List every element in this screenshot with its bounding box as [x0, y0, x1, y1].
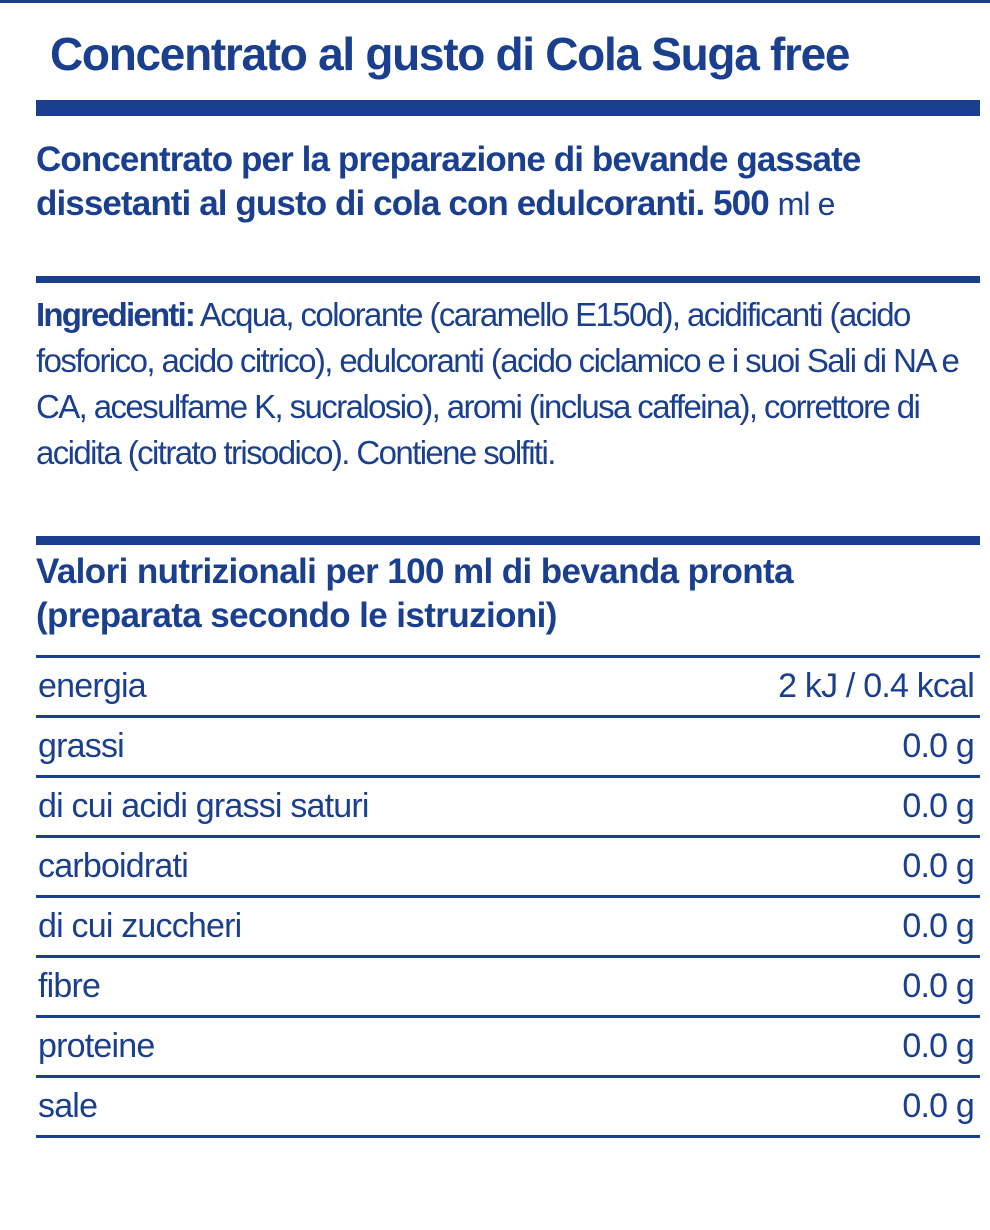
nutrient-name: grassi [38, 727, 124, 765]
nutrition-heading-line-2: (preparata secondo le istruzioni) [36, 596, 557, 635]
top-border [0, 0, 990, 3]
nutrient-name: sale [38, 1087, 98, 1125]
ingredients-label: Ingredienti: [36, 296, 195, 333]
nutrient-name: di cui zuccheri [38, 907, 242, 945]
product-title: Concentrato al gusto di Cola Suga free [50, 28, 850, 80]
nutrient-value: 0.0 g [902, 967, 974, 1005]
nutrient-value: 0.0 g [902, 907, 974, 945]
table-row [36, 898, 980, 958]
table-row [36, 838, 980, 898]
description-line-1: Concentrato per la preparazione di bevande gassate [36, 140, 861, 179]
table-row [36, 658, 980, 718]
table-row [36, 778, 980, 838]
nutrient-name: di cui acidi grassi saturi [38, 787, 369, 825]
table-row [36, 1078, 980, 1138]
nutrition-heading [36, 550, 980, 638]
table-row [36, 718, 980, 778]
nutrient-value: 0.0 g [902, 787, 974, 825]
nutrient-name: fibre [38, 967, 101, 1005]
product-description [36, 138, 980, 226]
ingredients-block [36, 292, 980, 476]
nutrient-value: 0.0 g [902, 727, 974, 765]
nutrient-value: 2 kJ / 0.4 kcal [778, 667, 974, 705]
nutrition-heading-line-1: Valori nutrizionali per 100 ml di bevanda pronta [36, 552, 793, 591]
nutrient-name: carboidrati [38, 847, 188, 885]
nutrient-value: 0.0 g [902, 1087, 974, 1125]
description-divider [36, 276, 980, 283]
description-line-2 [36, 182, 980, 226]
nutrient-value: 0.0 g [902, 847, 974, 885]
nutrition-table [36, 655, 980, 1138]
nutrient-value: 0.0 g [902, 1027, 974, 1065]
nutrient-name: proteine [38, 1027, 155, 1065]
ingredients-text: Acqua, colorante (caramello E150d), acidificanti (acido fosforico, acido citrico), edulcoranti (acido ciclamico e i suoi Sali di NA e CA, acesulfame K, sucralosio), aromi (inclusa caffeina), correttore di acidita (citrato trisodico). Contiene solfiti. [36, 296, 959, 471]
description-line-2-unit: ml e [777, 186, 835, 222]
description-line-2-main: dissetanti al gusto di cola con edulcoranti. 500 [36, 184, 769, 223]
table-row [36, 958, 980, 1018]
nutrient-name: energia [38, 667, 146, 705]
ingredients-divider [36, 536, 980, 545]
table-row [36, 1018, 980, 1078]
title-divider [36, 100, 980, 116]
